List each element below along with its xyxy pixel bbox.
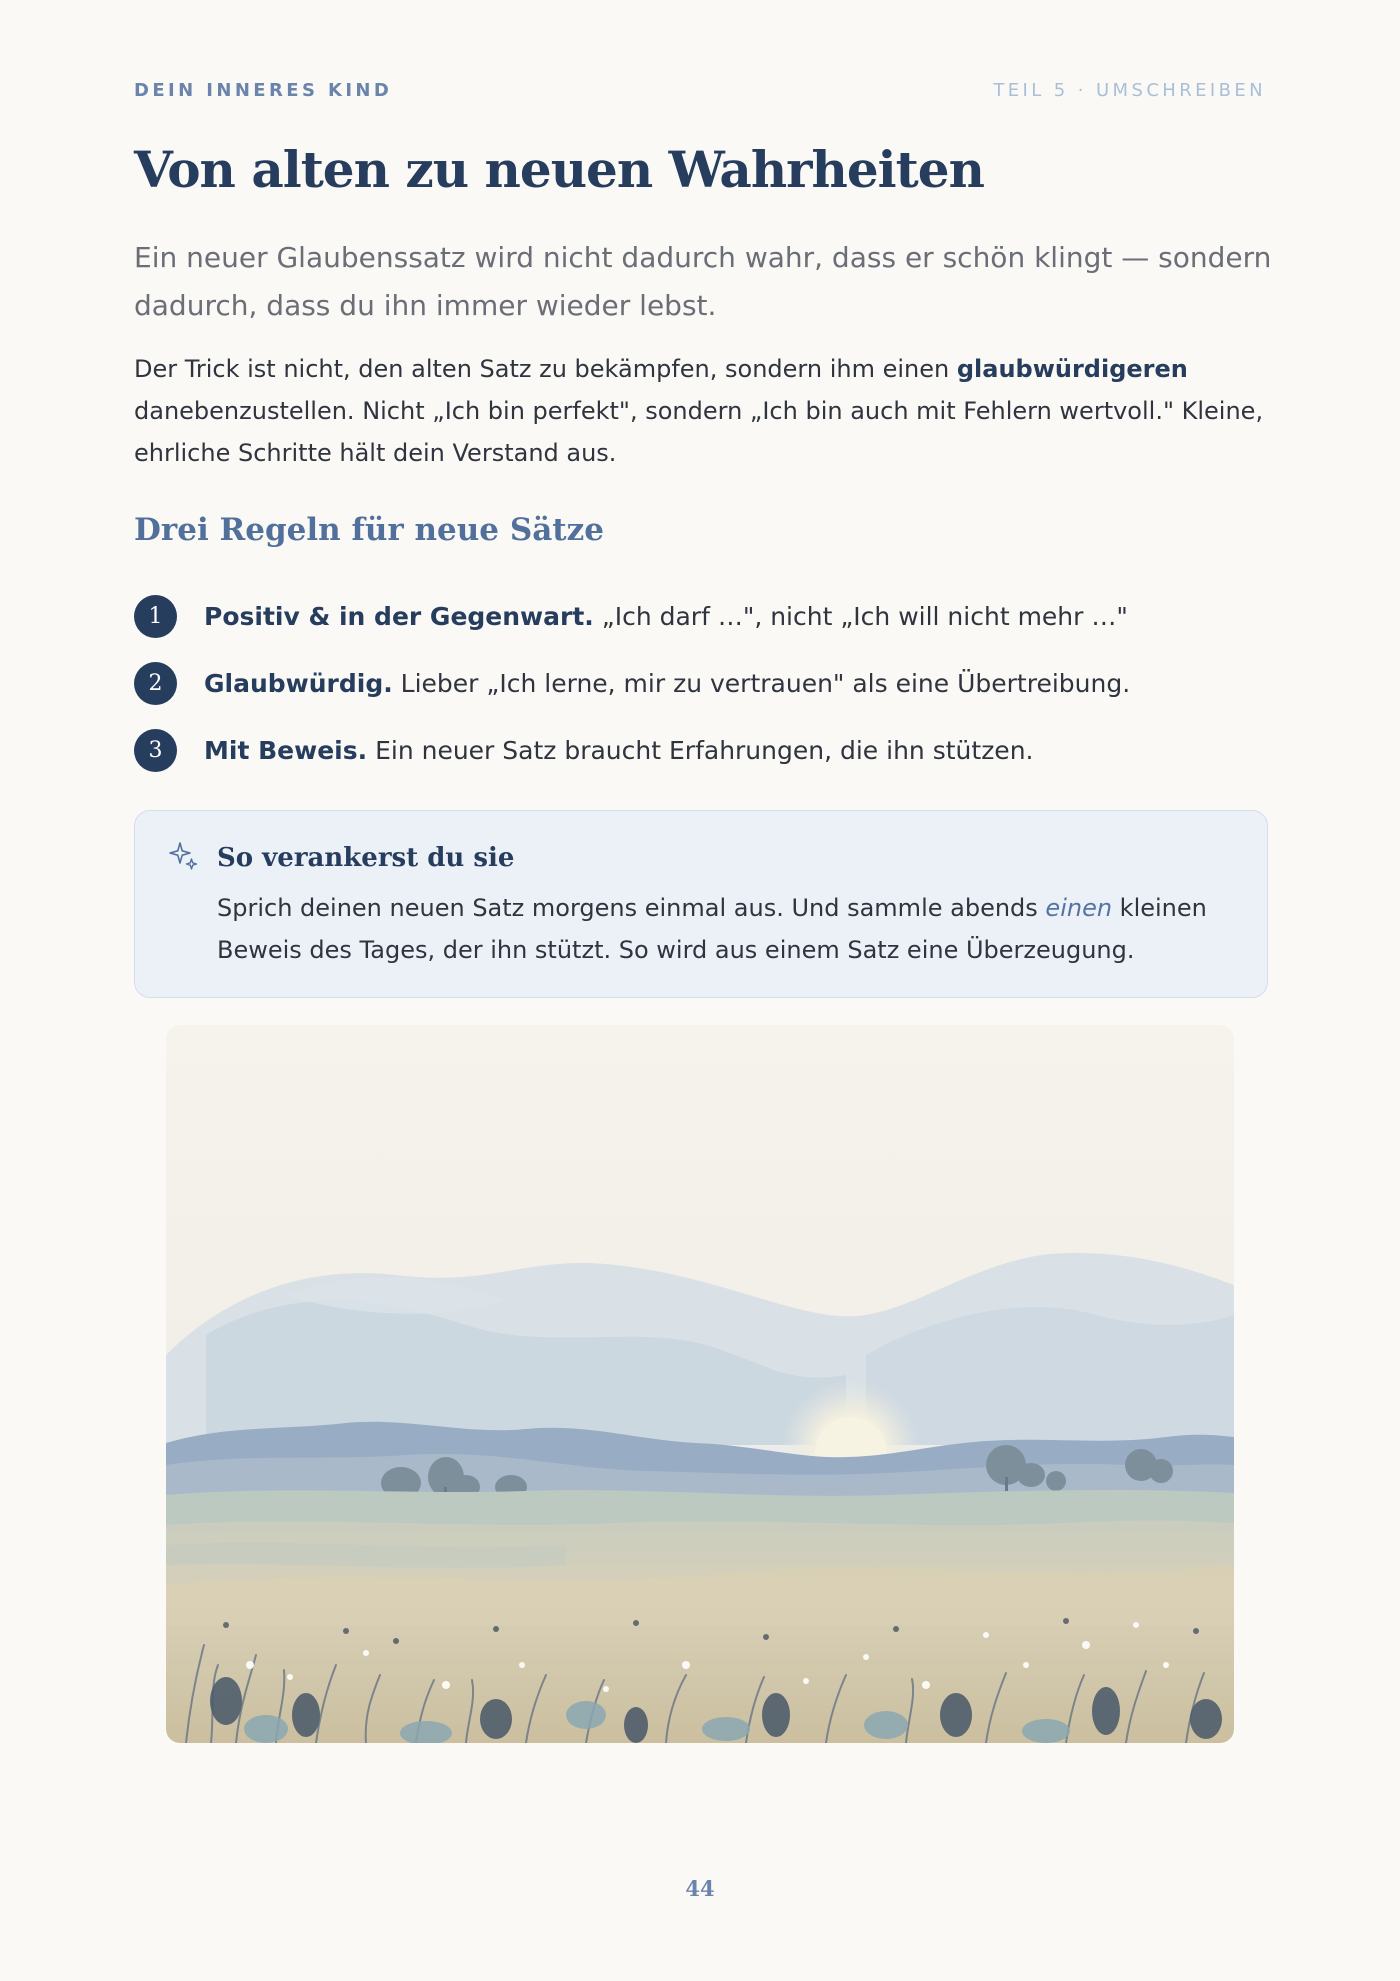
rule-item-1: [134, 594, 1128, 638]
rule-item-3: [134, 728, 1033, 772]
rules-heading: Drei Regeln für neue Sätze: [134, 512, 604, 548]
lead-paragraph: Ein neuer Glaubenssatz wird nicht dadurch wahr, dass er schön klingt — sondern dadurch, dass du ihn immer wieder lebst.: [134, 241, 1272, 322]
body-text-end: danebenzustellen. Nicht „Ich bin perfekt", sondern „Ich bin auch mit Fehlern wertvoll." Kleine, ehrliche Schritte hält dein Verstand aus.: [134, 397, 1264, 467]
watercolor-meadow-image: [166, 1025, 1234, 1743]
page-number: 44: [685, 1876, 715, 1901]
page-title: Von alten zu neuen Wahrheiten: [134, 140, 984, 199]
landscape-illustration: [166, 1025, 1234, 1743]
rule-text: [204, 736, 1033, 765]
running-header-chapter: TEIL 5 · UMSCHREIBEN: [993, 80, 1266, 101]
rule-number-badge: 3: [134, 729, 177, 772]
rule-detail: Lieber „Ich lerne, mir zu vertrauen" als eine Übertreibung.: [392, 668, 1131, 698]
sparkle-icon: [169, 841, 199, 871]
tip-text-start: Sprich deinen neuen Satz morgens einmal aus. Und sammle abends: [217, 894, 1046, 922]
rule-item-2: [134, 661, 1130, 705]
tip-title: So verankerst du sie: [217, 843, 515, 873]
running-header-book-title: DEIN INNERES KIND: [134, 80, 393, 101]
rule-detail: Ein neuer Satz braucht Erfahrungen, die ihn stützen.: [367, 735, 1034, 765]
rule-number-badge: 2: [134, 662, 177, 705]
tip-text-end: kleinen Beweis des Tages, der ihn stützt. So wird aus einem Satz eine Überzeugung.: [217, 894, 1207, 964]
rule-number-badge: 1: [134, 595, 177, 638]
rule-text: [204, 669, 1130, 698]
rule-detail: „Ich darf …", nicht „Ich will nicht mehr …": [593, 601, 1128, 631]
tip-body: [217, 887, 1227, 971]
rule-lead: Positiv & in der Gegenwart.: [204, 601, 594, 631]
rule-lead: Glaubwürdig.: [204, 668, 393, 698]
tip-callout: [134, 810, 1268, 998]
tip-emphasis: einen: [1045, 894, 1113, 922]
body-paragraph: [134, 348, 1274, 474]
body-emphasis: glaubwürdigeren: [956, 355, 1188, 383]
body-text-start: Der Trick ist nicht, den alten Satz zu bekämpfen, sondern ihm einen: [134, 355, 957, 383]
rule-lead: Mit Beweis.: [204, 735, 368, 765]
rule-text: [204, 602, 1128, 631]
